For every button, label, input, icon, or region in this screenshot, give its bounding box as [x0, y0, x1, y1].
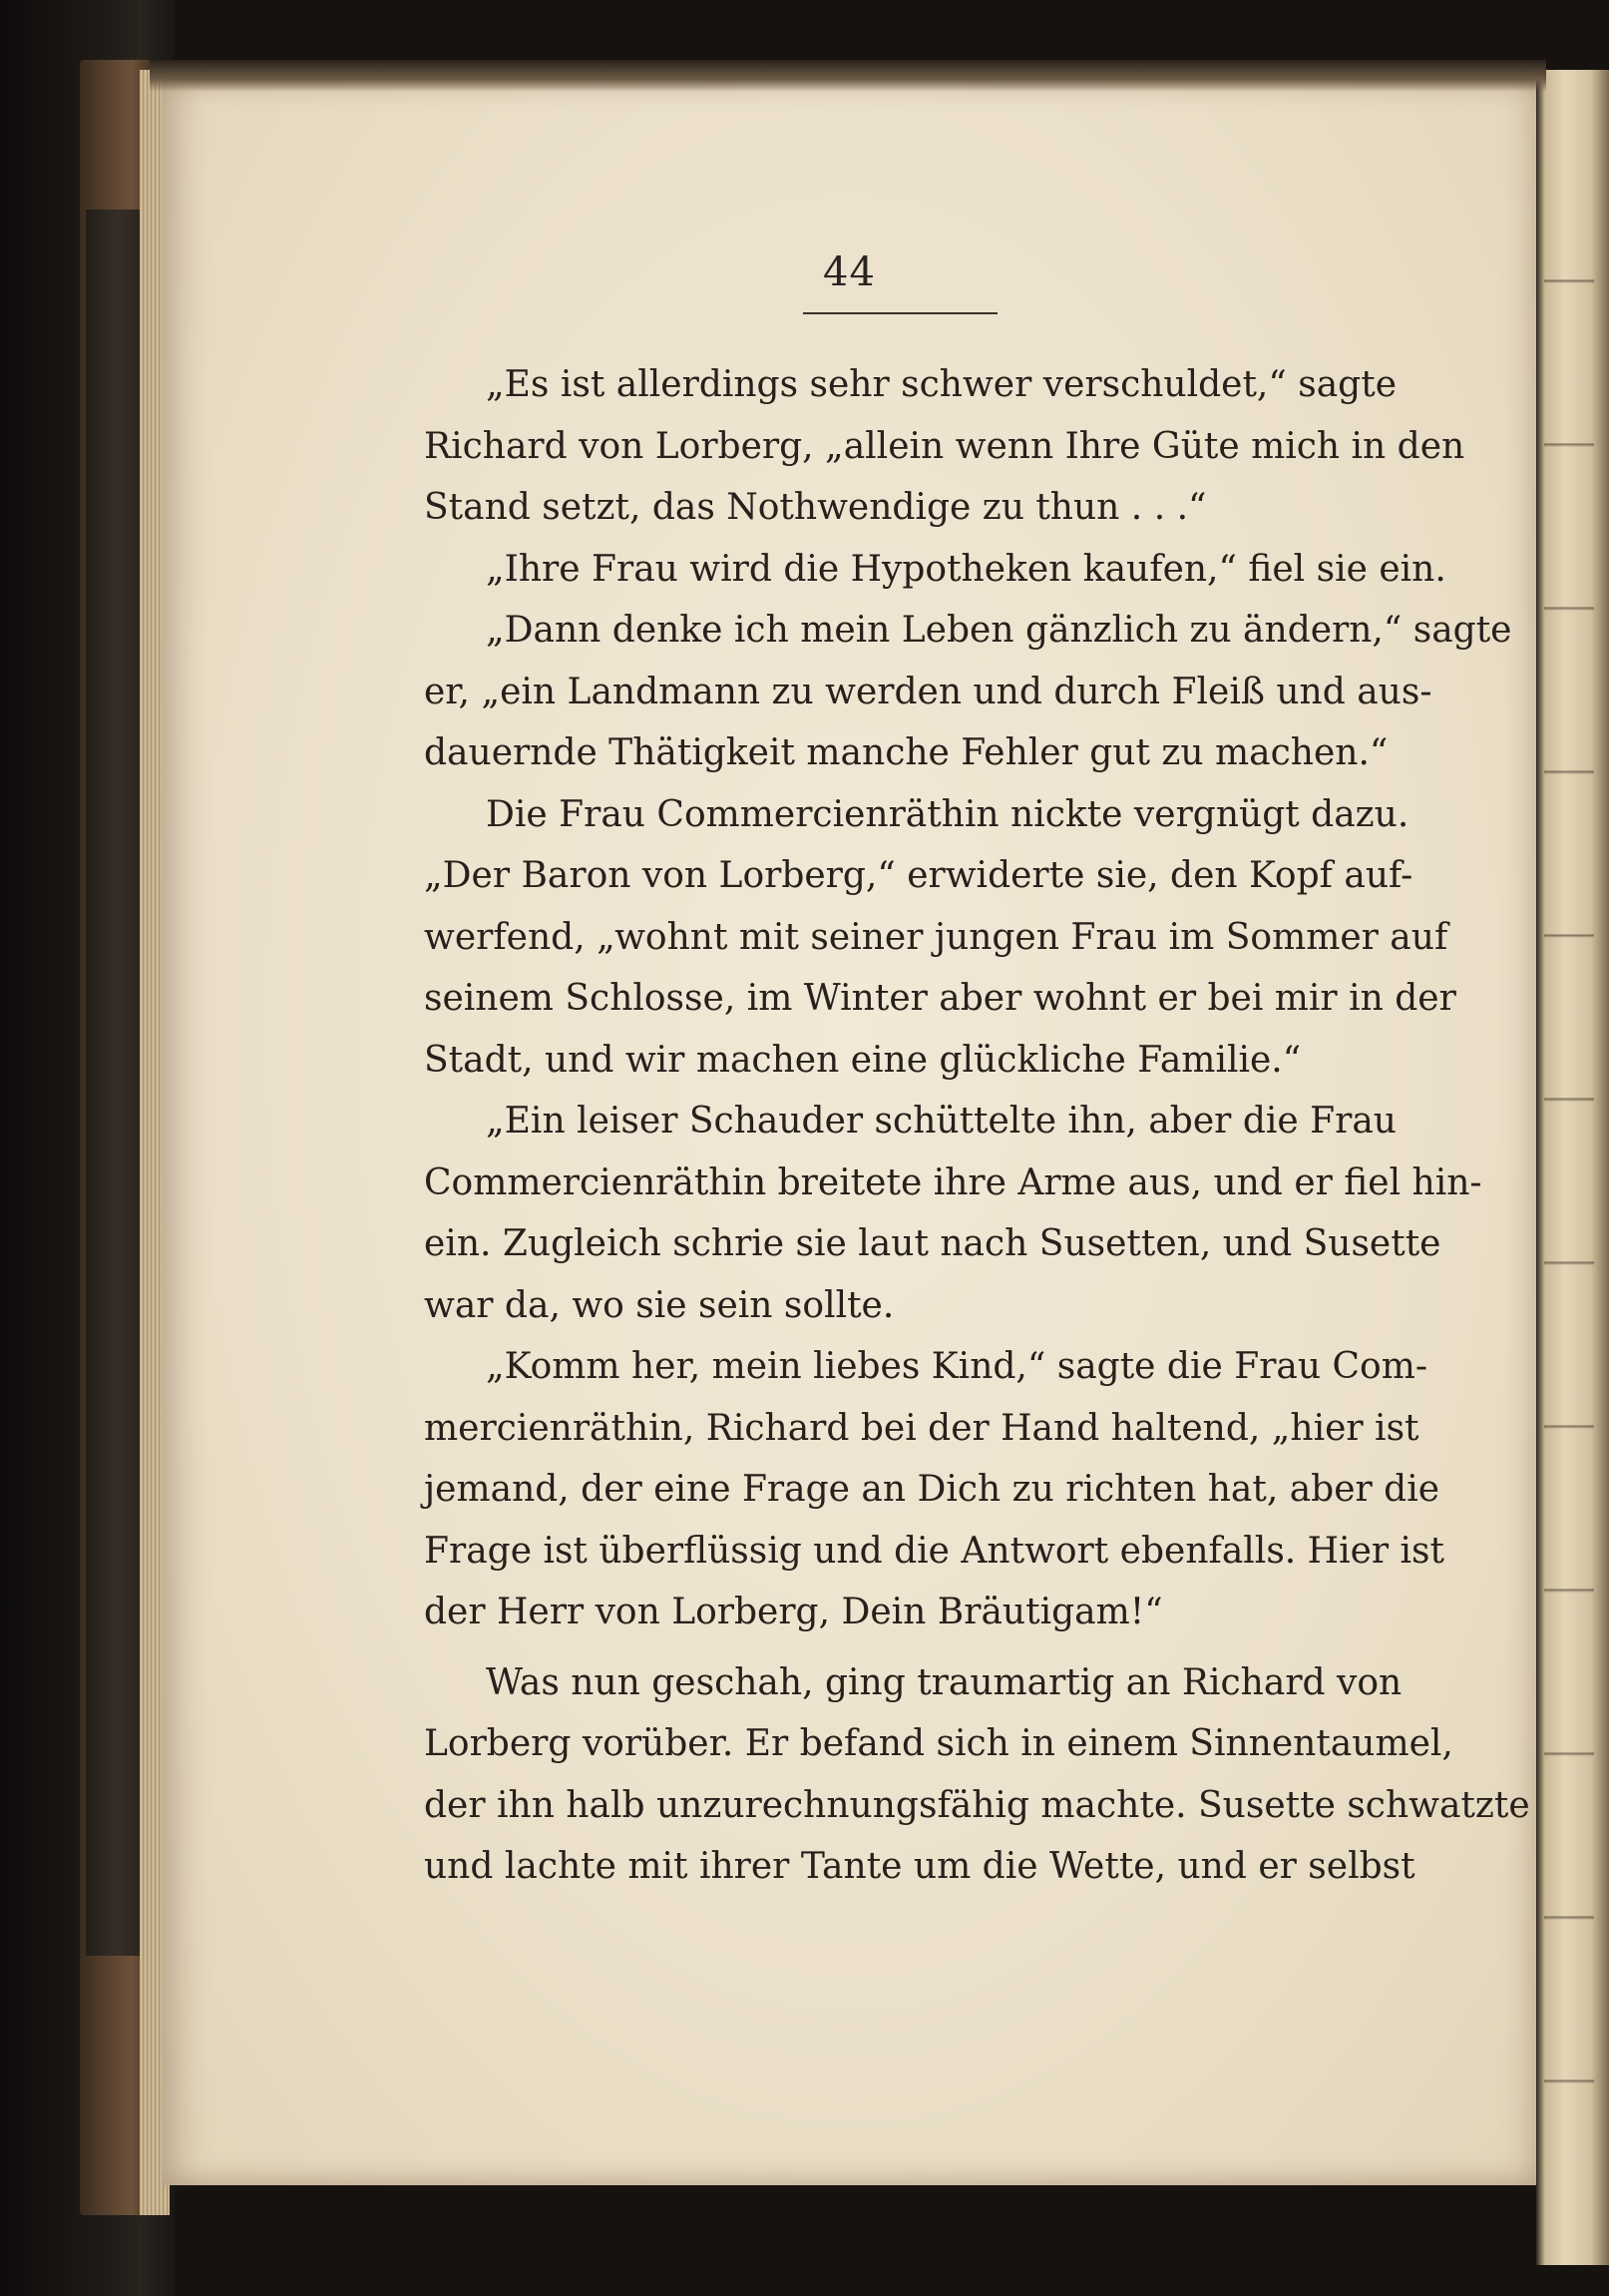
text-line: jemand, der eine Frage an Dich zu richten hat, aber die — [424, 1469, 1440, 1510]
page-stack-lines — [1544, 120, 1594, 2115]
text-line: Was nun geschah, ging traumartig an Richard von — [486, 1661, 1403, 1703]
text-line: er, „ein Landmann zu werden und durch Fleiß und aus- — [424, 671, 1432, 712]
text-line: „Es ist allerdings sehr schwer verschuldet,“ sagte — [486, 364, 1397, 405]
paragraph-gap — [424, 1643, 1397, 1652]
text-line: Die Frau Commercienräthin nickte vergnügt dazu. — [486, 793, 1409, 835]
text-line: Commercienräthin breitete ihre Arme aus, und er fiel hin- — [424, 1161, 1482, 1203]
text-line: „Der Baron von Lorberg,“ erwiderte sie, den Kopf auf- — [424, 855, 1413, 896]
text-line: „Ihre Frau wird die Hypotheken kaufen,“ fiel sie ein. — [486, 548, 1446, 590]
text-line: ein. Zugleich schrie sie laut nach Susetten, und Susette — [424, 1223, 1441, 1264]
page-top-shadow — [150, 60, 1546, 92]
text-line: werfend, „wohnt mit seiner jungen Frau im Sommer auf — [424, 916, 1448, 958]
book-binding-band — [86, 210, 148, 1956]
text-line: der Herr von Lorberg, Dein Bräutigam!“ — [424, 1592, 1163, 1632]
text-line: Frage ist überflüssig und die Antwort ebenfalls. Hier ist — [424, 1530, 1444, 1572]
page-body-text — [424, 354, 1530, 1898]
text-line: mercienräthin, Richard bei der Hand haltend, „hier ist — [424, 1407, 1419, 1449]
page-number: 44 — [823, 249, 876, 295]
text-line: Stand setzt, das Nothwendige zu thun . . .“ — [424, 487, 1207, 528]
text-line: „Ein leiser Schauder schüttelte ihn, aber die Frau — [486, 1101, 1397, 1142]
text-line: seinem Schlosse, im Winter aber wohnt er bei mir in der — [424, 978, 1456, 1019]
text-line: Lorberg vorüber. Er befand sich in einem Sinnentaumel, — [424, 1723, 1453, 1764]
text-line: „Dann denke ich mein Leben gänzlich zu ändern,“ sagte — [486, 610, 1512, 651]
text-line: und lachte mit ihrer Tante um die Wette, und er selbst — [424, 1846, 1415, 1887]
text-line: dauernde Thätigkeit manche Fehler gut zu machen.“ — [424, 732, 1389, 773]
page-number-rule — [803, 312, 998, 314]
text-line: „Komm her, mein liebes Kind,“ sagte die Frau Com- — [486, 1346, 1428, 1387]
text-line: war da, wo sie sein sollte. — [424, 1284, 895, 1326]
text-line: Richard von Lorberg, „allein wenn Ihre Güte mich in den — [424, 425, 1465, 467]
text-line: der ihn halb unzurechnungsfähig machte. Susette schwatzte — [424, 1784, 1530, 1826]
text-line: Stadt, und wir machen eine glückliche Familie.“ — [424, 1039, 1302, 1081]
